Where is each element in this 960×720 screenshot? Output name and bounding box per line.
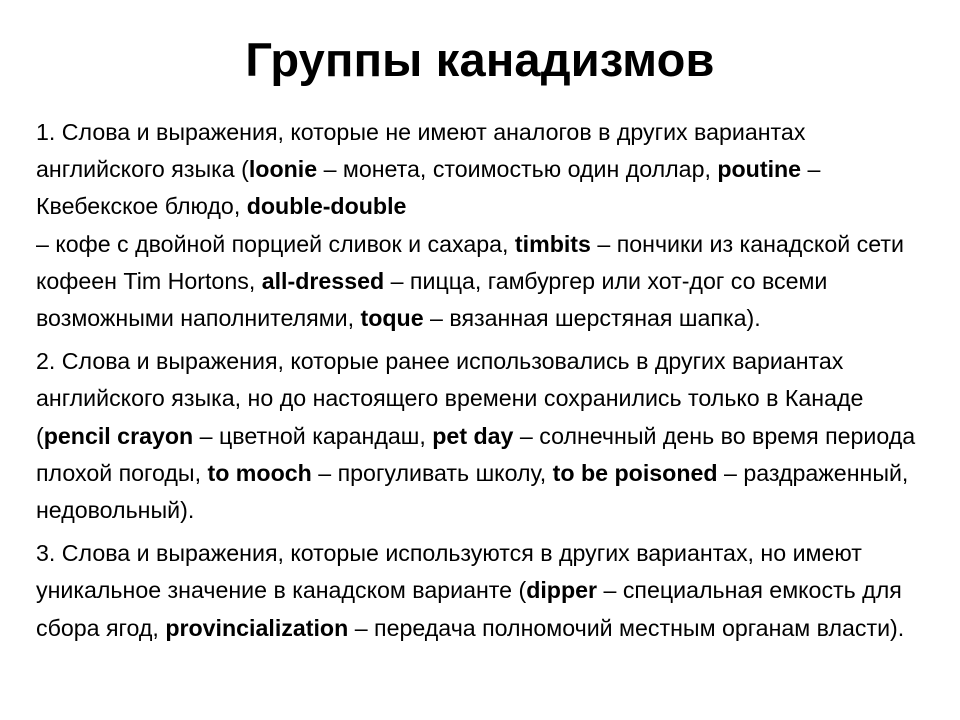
- text-segment: – цветной карандаш,: [193, 422, 433, 449]
- term-double-double: double-double: [246, 193, 407, 220]
- term-to-mooch: to mooch: [207, 459, 312, 486]
- slide-content: [36, 114, 936, 653]
- text-segment: 1. Слова и выражения, которые не имеют аналогов в других вариантах английского языка (: [36, 119, 806, 183]
- paragraph-group-1: [36, 114, 936, 337]
- term-pet-day: pet day: [432, 422, 514, 449]
- text-segment: – раздраженный, недовольный).: [36, 459, 909, 524]
- text-segment: – пицца, гамбургер или хот-дог со всеми возможными наполнителями,: [36, 267, 828, 332]
- term-to-be-poisoned: to be poisoned: [552, 459, 718, 486]
- term-pencil-crayon: pencil crayon: [43, 422, 194, 449]
- term-all-dressed: all-dressed: [261, 267, 385, 294]
- term-poutine: poutine: [717, 156, 802, 183]
- term-provincialization: provincialization: [165, 614, 349, 641]
- paragraph-group-2: [36, 343, 936, 529]
- text-segment: – специальная емкость для сбора ягод,: [36, 577, 902, 641]
- paragraph-group-3: [36, 535, 936, 647]
- text-segment: – пончики из канадской сети кофеен Tim Hortons,: [36, 230, 904, 294]
- text-segment: 3. Слова и выражения, которые используются в других вариантах, но имеют уникальное значение в канадском варианте (: [36, 540, 862, 604]
- text-segment: – прогуливать школу,: [311, 459, 553, 486]
- text-segment: – кофе с двойной порцией сливок и сахара,: [36, 230, 515, 257]
- text-segment: – монета, стоимостью один доллар,: [317, 156, 718, 183]
- term-toque: toque: [360, 305, 424, 332]
- term-loonie: loonie: [248, 156, 318, 183]
- slide-title: Группы канадизмов: [245, 33, 715, 86]
- text-segment: 2. Слова и выражения, которые ранее использовались в других вариантах английского языка, но до настоящего времени сохранились только в Канаде (: [36, 348, 864, 449]
- text-segment: – вязанная шерстяная шапка).: [423, 305, 761, 332]
- text-segment: – передача полномочий местным органам власти).: [348, 614, 905, 641]
- text-segment: – Квебекское блюдо,: [36, 156, 821, 220]
- term-dipper: dipper: [526, 577, 598, 604]
- text-segment: – солнечный день во время периода плохой погоды,: [36, 422, 916, 486]
- term-timbits: timbits: [514, 230, 591, 257]
